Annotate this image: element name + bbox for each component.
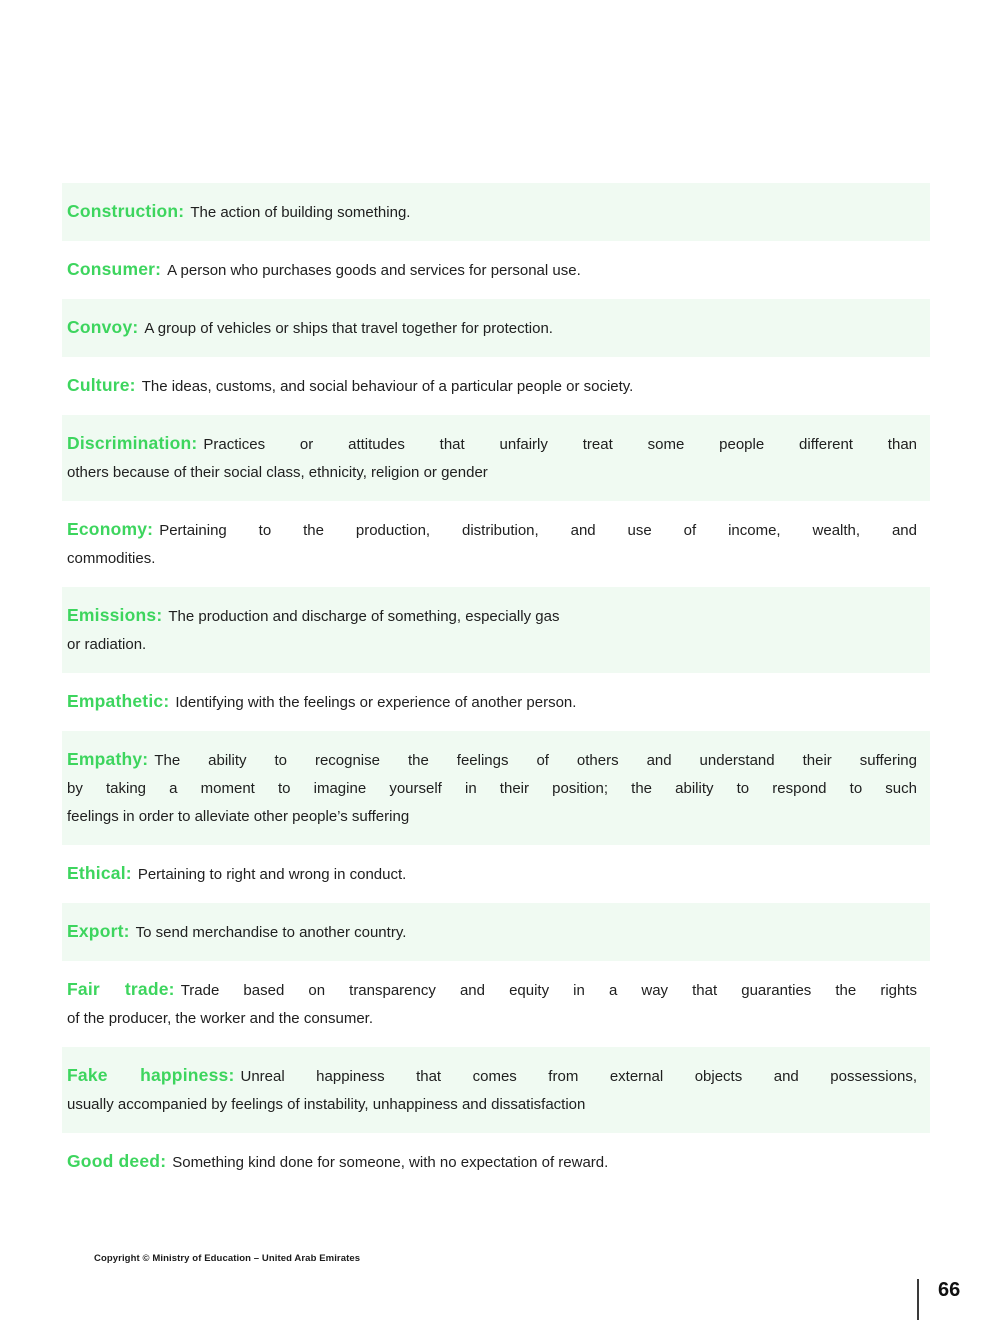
definition-line: Emissions: The production and discharge of something, especially gas [67,605,560,625]
copyright-notice: Copyright © Ministry of Education – United Arab Emirates [94,1253,361,1264]
term-label: Fake happiness: [67,1065,235,1085]
glossary-entry [62,501,930,587]
glossary-entry [62,183,930,241]
term-label: Empathetic: [67,691,170,711]
term-label: Good deed: [67,1151,167,1171]
definition-line: Convoy: A group of vehicles or ships that travel together for protection. [67,317,553,337]
page-number: 66 [938,1279,961,1301]
definition-line: Fake happiness: Unreal happiness that comes from external objects and possessions, [67,1065,917,1085]
definition-line: Construction: The action of building something. [67,201,411,221]
definition-line: Empathetic: Identifying with the feelings or experience of another person. [67,691,577,711]
glossary-entry [62,415,930,501]
definition-line: Culture: The ideas, customs, and social behaviour of a particular people or society. [67,375,634,395]
term-label: Emissions: [67,605,163,625]
glossary-entry [62,1047,930,1133]
term-label: Construction: [67,201,185,221]
definition-line: feelings in order to alleviate other people’s suffering [67,808,410,825]
term-label: Economy: [67,519,154,539]
term-label: Fair trade: [67,979,175,999]
glossary-entry [62,587,930,673]
definition-line: of the producer, the worker and the consumer. [67,1010,374,1027]
definition-line: Ethical: Pertaining to right and wrong in conduct. [67,863,407,883]
glossary-entry [62,357,930,415]
definition-line: by taking a moment to imagine yourself in their position; the ability to respond to such [67,780,917,797]
term-label: Export: [67,921,130,941]
glossary-entry [62,845,930,903]
term-label: Discrimination: [67,433,198,453]
glossary-entry [62,731,930,845]
glossary-entry [62,299,930,357]
definition-line: Empathy: The ability to recognise the feelings of others and understand their suffering [67,749,917,769]
definition-line: Discrimination: Practices or attitudes that unfairly treat some people different than [67,433,917,453]
term-label: Convoy: [67,317,139,337]
glossary-entry [62,673,930,731]
term-label: Culture: [67,375,136,395]
definition-line: Consumer: A person who purchases goods and services for personal use. [67,259,581,279]
definition-line: Economy: Pertaining to the production, distribution, and use of income, wealth, and [67,519,917,539]
page-number-rule [917,1279,919,1320]
definition-line: or radiation. [67,636,147,653]
glossary-entry [62,1133,930,1191]
definition-line: Good deed: Something kind done for someone, with no expectation of reward. [67,1151,609,1171]
definition-line: Export: To send merchandise to another country. [67,921,407,941]
definition-line: Fair trade: Trade based on transparency and equity in a way that guaranties the rights [67,979,917,999]
term-label: Ethical: [67,863,132,883]
glossary-list [62,183,930,1191]
definition-line: commodities. [67,550,156,567]
definition-line: others because of their social class, ethnicity, religion or gender [67,464,488,481]
glossary-entry [62,903,930,961]
term-label: Empathy: [67,749,149,769]
glossary-entry [62,241,930,299]
term-label: Consumer: [67,259,162,279]
glossary-entry [62,961,930,1047]
definition-line: usually accompanied by feelings of instability, unhappiness and dissatisfaction [67,1096,586,1113]
